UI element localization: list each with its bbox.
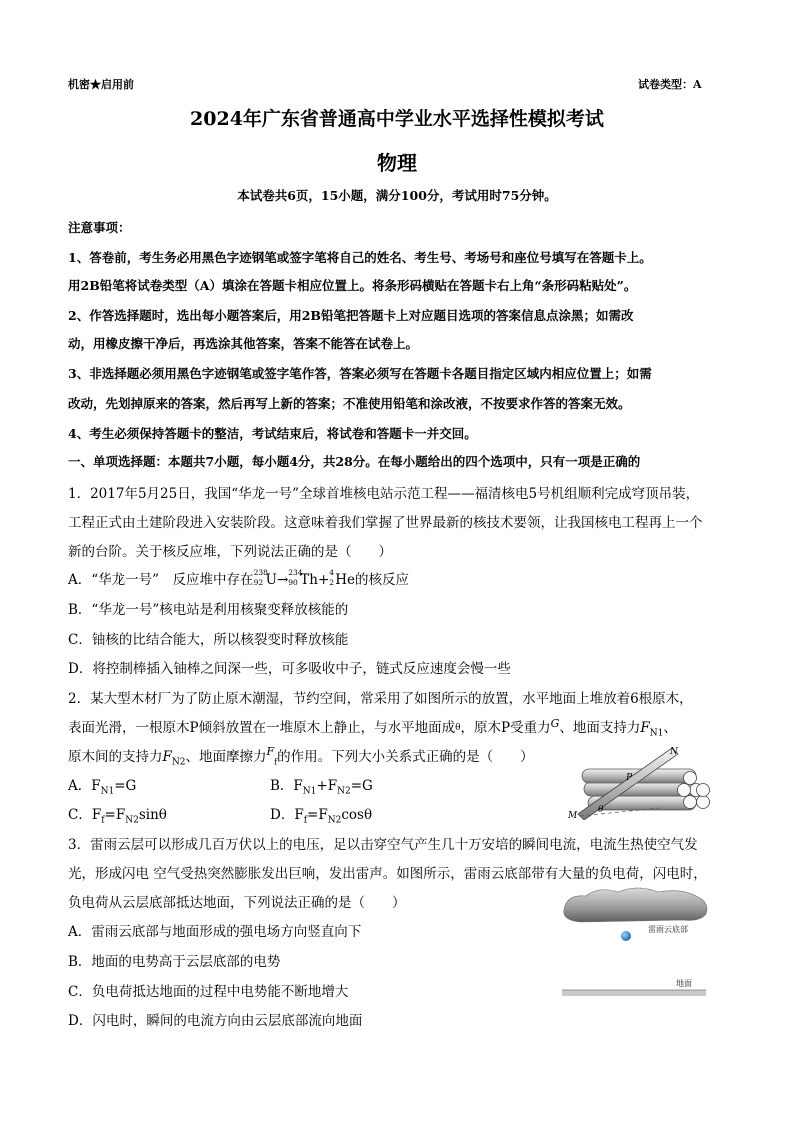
q3-option-a: A．雷雨云底部与地面形成的强电场方向竖直向下 — [68, 924, 362, 940]
q1-stem-line: 新的台阶。关于核反应堆，下列说法正确的是（ ） — [68, 544, 392, 560]
q1-option-a-suffix: 的核反应 — [355, 572, 410, 588]
log-pile-figure — [560, 742, 710, 820]
notice-line: 用2B铅笔将试卷类型（A）填涂在答题卡相应位置上。将条形码横贴在答题卡右上角“条形码粘贴处”。 — [68, 278, 637, 293]
q2-option-c: C．$F_f=F_{N2}\sin\theta$ — [68, 807, 167, 826]
q1-option-d: D．将控制棒插入铀棒之间深一些，可多吸收中子，链式反应速度会慢一些 — [68, 661, 511, 677]
cloud-shape — [564, 888, 707, 922]
label-theta: θ — [598, 805, 604, 815]
q2-stem-line: 2．某大型木材厂为了防止原木潮湿，节约空间，常采用了如图所示的放置，水平地面上堆放着6根原木， — [68, 691, 693, 707]
log-end — [697, 784, 710, 797]
label-m: M — [568, 811, 578, 820]
q3-option-c: C．负电荷抵达地面的过程中电势能不断地增大 — [68, 984, 349, 1000]
notice-line: 4、考生必须保持答题卡的整洁，考试结束后，将试卷和答题卡一并交回。 — [68, 426, 477, 441]
notice-line: 1、答卷前，考生务必用黑色字迹钢笔或签字笔将自己的姓名、考生号、考场号和座位号填写在答题卡上。 — [68, 250, 652, 265]
log-end — [678, 784, 691, 797]
subject-title: 物理 — [377, 151, 417, 175]
q1-option-c: C．铀核的比结合能大，所以核裂变时释放核能 — [68, 632, 349, 648]
q3-stem-line: 光，形成闪电 空气受热突然膨胀发出巨响，发出雷声。如图所示，雷雨云底部带有大量的负电荷，闪电时， — [68, 866, 707, 882]
q1-stem-line: 工程正式由土建阶段进入安装阶段。这意味着我们掌握了世界最新的核技术要领，让我国核电工程再上一个 — [68, 515, 703, 531]
charge-ball — [621, 931, 631, 941]
q2-stem-line: 原木间的支持力$F_{N2}$、地面摩擦力$^F_f$的作用。下列大小关系式正确的是（ ） — [68, 745, 534, 768]
notice-line: 动，用橡皮擦干净后，再选涂其他答案，答案不能答在试卷上。 — [68, 336, 419, 351]
label-n: N — [670, 747, 678, 757]
exam-info: 本试卷共6页，15小题，满分100分，考试用时75分钟。 — [237, 188, 557, 203]
label-cloud-bottom: 雷雨云底部 — [648, 925, 688, 934]
q1-option-b: B．“华龙一号”核电站是利用核聚变释放核能的 — [68, 602, 349, 618]
section-heading: 一、单项选择题：本题共7小题，每小题4分，共28分。在每小题给出的四个选项中，只有一项是正确的 — [68, 454, 641, 469]
notice-line: 改动，先划掉原来的答案，然后再写上新的答案；不准使用铅笔和涂改液，不按要求作答的答案无效。 — [68, 396, 631, 411]
log-end — [684, 796, 697, 809]
nuclide-notation: 234 90 — [288, 568, 303, 587]
q3-stem-line: 3．雷雨云层可以形成几百万伏以上的电压，足以击穿空气产生几十万安培的瞬间电流，电流生热使空气发 — [68, 837, 698, 853]
q2-option-b: B．$F_{N1}+F_{N2}=G$ — [270, 778, 373, 797]
thundercloud-figure — [560, 884, 710, 1000]
q2-option-d: D．$F_f=F_{N2}\cos\theta$ — [270, 807, 373, 826]
exam-title: 2024年广东省普通高中学业水平选择性模拟考试 — [190, 108, 604, 130]
q1-option-a-prefix: A．“华龙一号” 反应堆中存在 — [68, 572, 254, 588]
q1-stem-line: 1．2017年5月25日，我国“华龙一号”全球首堆核电站示范工程——福清核电5号机组顺利完成穹顶吊装， — [68, 486, 700, 502]
ground-strip — [562, 990, 706, 996]
notice-heading: 注意事项： — [68, 220, 131, 235]
q3-stem-line: 负电荷从云层底部抵达地面，下列说法正确的是（ ） — [68, 895, 406, 911]
q3-option-b: B．地面的电势高于云层底部的电势 — [68, 954, 281, 970]
label-p: P — [626, 773, 633, 783]
q2-option-a: A．$F_{N1}=G$ — [68, 778, 137, 797]
q1-option-a: A．“华龙一号” 反应堆中存在 238 92 U→ 234 90 Th+ 4 2 He的核反应 — [68, 568, 410, 588]
q3-option-d: D．闪电时，瞬间的电流方向由云层底部流向地面 — [68, 1013, 363, 1029]
notice-line: 3、非选择题必须用黑色字迹钢笔或签字笔作答，答案必须写在答题卡各题目指定区域内相应位置上；如需 — [68, 366, 652, 381]
log-end — [697, 796, 710, 809]
log-end — [684, 772, 697, 785]
nuclide-notation: 4 2 — [329, 568, 335, 587]
paper-type: 试卷类型：A — [638, 78, 702, 91]
notice-line: 2、作答选择题时，选出每小题答案后，用2B铅笔把答题卡上对应题目选项的答案信息点涂黑；如需改 — [68, 308, 634, 323]
nuclide-notation: 238 92 — [253, 568, 268, 587]
q2-stem-line: 表面光滑，一根原木P倾斜放置在一堆原木上静止，与水平地面成θ，原木P受重力$^G$、地面支持力$F_{N1}$、 — [68, 717, 677, 739]
confidential-mark: 机密★启用前 — [68, 78, 134, 91]
label-ground: 地面 — [676, 979, 692, 988]
